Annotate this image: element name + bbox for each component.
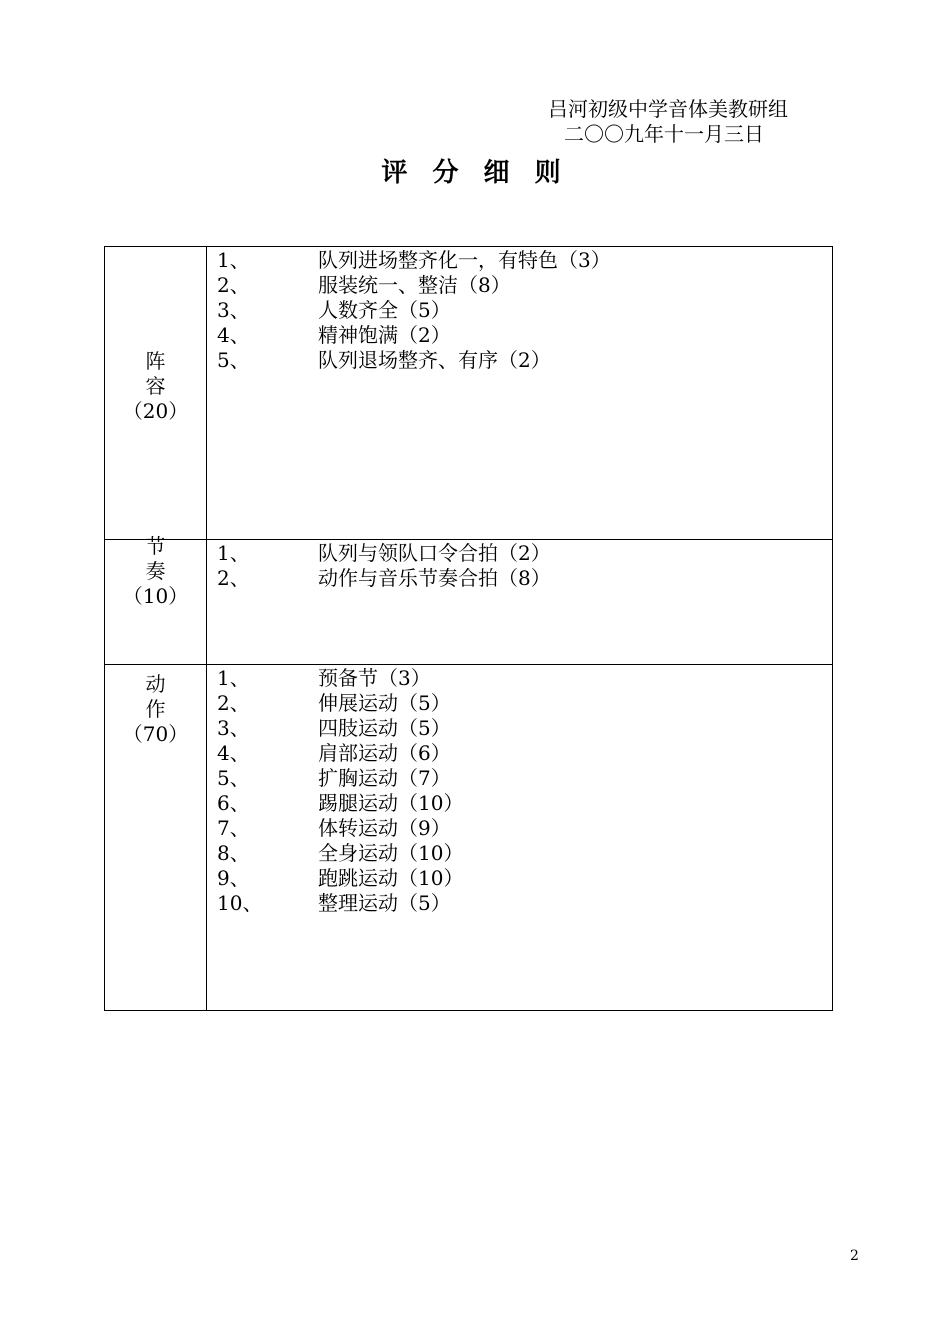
criterion-number: 7、 <box>217 816 250 840</box>
criterion-text: 肩部运动（6） <box>318 741 451 765</box>
criterion-item <box>217 691 832 716</box>
category-score: （20） <box>122 398 189 423</box>
category-score: （70） <box>122 721 189 746</box>
criterion-number: 2、 <box>217 566 250 590</box>
criterion-text: 人数齐全（5） <box>318 298 451 322</box>
rubric-row-formation <box>105 247 833 540</box>
criterion-item <box>217 716 832 741</box>
criterion-number: 1、 <box>217 666 250 690</box>
criteria-cell <box>207 540 833 665</box>
criterion-text: 踢腿运动（10） <box>318 791 464 815</box>
criterion-item <box>217 248 832 273</box>
criterion-number: 1、 <box>217 248 250 272</box>
category-cell <box>105 665 207 1011</box>
criterion-number: 5、 <box>217 766 250 790</box>
criterion-number: 3、 <box>217 298 250 322</box>
criterion-text: 整理运动（5） <box>318 891 451 915</box>
category-label <box>105 672 206 747</box>
criterion-item <box>217 348 832 373</box>
criterion-item <box>217 566 832 591</box>
category-cell <box>105 247 207 540</box>
criteria-cell <box>207 247 833 540</box>
category-char: 容 <box>145 373 166 398</box>
page-title: 评 分 细 则 <box>381 158 569 188</box>
criterion-text: 扩胸运动（7） <box>318 766 451 790</box>
criterion-number: 8、 <box>217 841 250 865</box>
criterion-text: 动作与音乐节奏合拍（8） <box>318 566 551 590</box>
scoring-rubric-table <box>104 246 833 1011</box>
criterion-item <box>217 298 832 323</box>
criterion-text: 伸展运动（5） <box>318 691 451 715</box>
rubric-row-movements <box>105 665 833 1011</box>
category-label <box>105 534 206 637</box>
criterion-item <box>217 541 832 566</box>
criterion-number: 3、 <box>217 716 250 740</box>
criterion-text: 跑跳运动（10） <box>318 866 464 890</box>
criterion-number: 2、 <box>217 273 250 297</box>
criterion-number: 2、 <box>217 691 250 715</box>
criterion-text: 全身运动（10） <box>318 841 464 865</box>
criterion-text: 服装统一、整洁（8） <box>318 273 511 297</box>
criterion-item <box>217 866 832 891</box>
category-char: 作 <box>145 696 166 721</box>
criterion-text: 四肢运动（5） <box>318 716 451 740</box>
category-cell <box>105 533 207 665</box>
criterion-item <box>217 666 832 691</box>
criterion-text: 队列退场整齐、有序（2） <box>318 348 551 372</box>
criterion-item <box>217 273 832 298</box>
criterion-number: 10、 <box>217 891 263 915</box>
category-score: （10） <box>122 583 189 608</box>
category-char: 动 <box>145 671 166 696</box>
document-date: 二〇〇九年十一月三日 <box>564 122 764 146</box>
criterion-number: 9、 <box>217 866 250 890</box>
criterion-text: 精神饱满（2） <box>318 323 451 347</box>
criterion-item <box>217 891 832 916</box>
criterion-number: 4、 <box>217 323 250 347</box>
criterion-number: 6、 <box>217 791 250 815</box>
page-number: 2 <box>850 1248 859 1264</box>
criterion-text: 队列与领队口令合拍（2） <box>318 541 551 565</box>
criterion-item <box>217 741 832 766</box>
criteria-cell <box>207 665 833 1011</box>
category-char: 阵 <box>145 348 166 373</box>
category-char: 节 <box>145 533 166 558</box>
criterion-item <box>217 816 832 841</box>
criterion-text: 体转运动（9） <box>318 816 451 840</box>
criterion-number: 5、 <box>217 348 250 372</box>
criterion-item <box>217 323 832 348</box>
category-label <box>105 349 206 424</box>
criterion-item <box>217 791 832 816</box>
criterion-item <box>217 766 832 791</box>
rubric-row-rhythm <box>105 540 833 665</box>
criterion-number: 4、 <box>217 741 250 765</box>
criterion-item <box>217 841 832 866</box>
category-char: 奏 <box>145 558 166 583</box>
criterion-number: 1、 <box>217 541 250 565</box>
criterion-text: 预备节（3） <box>318 666 431 690</box>
criterion-text: 队列进场整齐化一，有特色（3） <box>318 248 611 272</box>
organization-name: 吕河初级中学音体美教研组 <box>548 97 788 121</box>
